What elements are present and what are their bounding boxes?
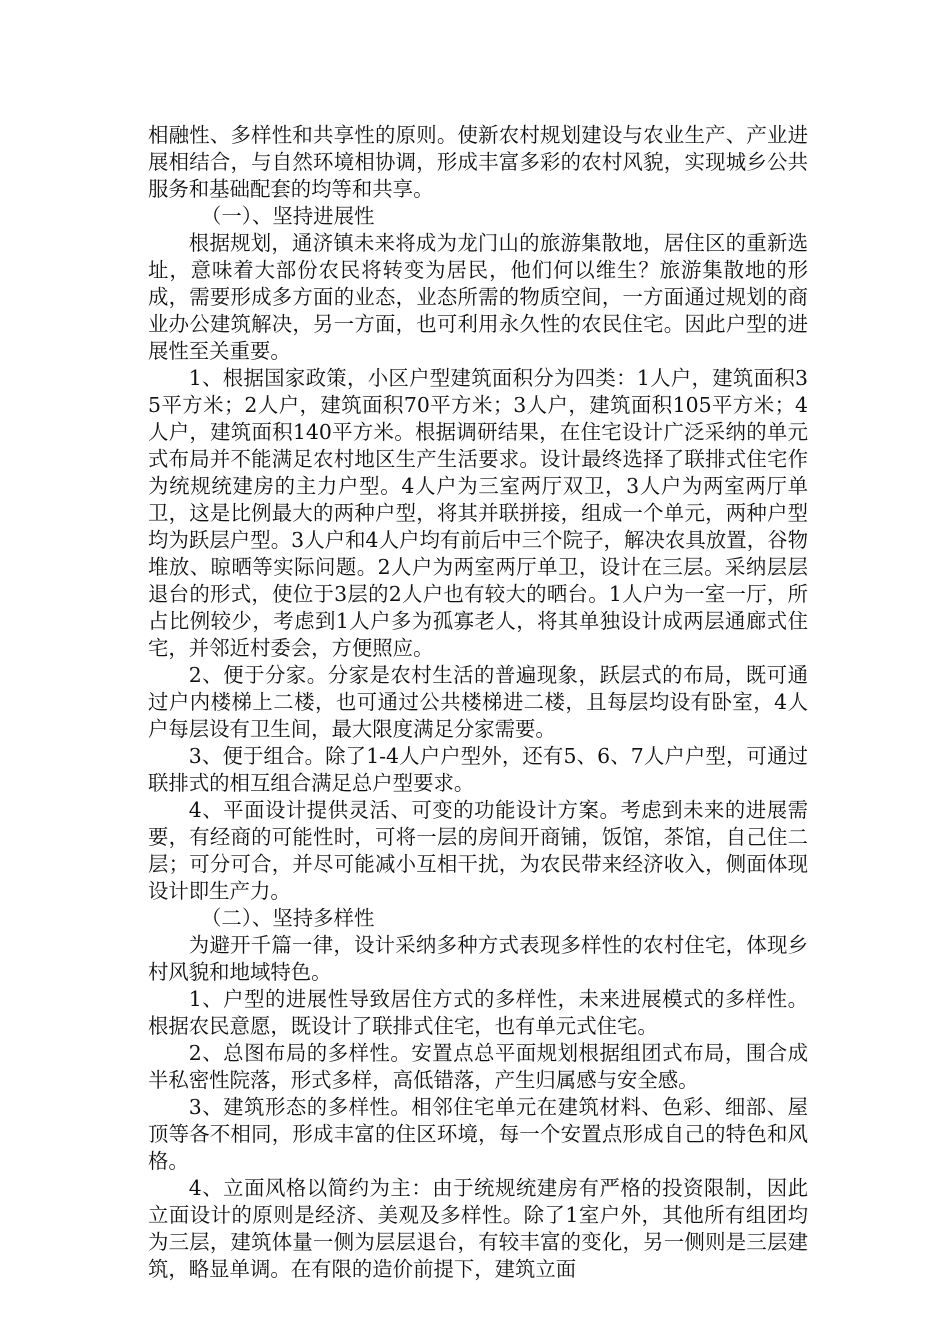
paragraph: 2、总图布局的多样性。安置点总平面规划根据组团式布局，围合成半私密性院落，形式多样，高低错落，产生归属感与安全感。 — [148, 1041, 808, 1092]
paragraph: 1、根据国家政策，小区户型建筑面积分为四类：1人户，建筑面积35平方米；2人户，建筑面积70平方米；3人户，建筑面积105平方米；4人户，建筑面积140平方米。根据调研结果，在住宅设计广泛采纳的单元式布局并不能满足农村地区生产生活要求。设计最终选择了联排式住宅作为统规统建房的主力户型。4人户为三室两厅双卫，3人户为两室两厅单卫，这是比例最大的两种户型，将其并联拼接，组成一个单元，两种户型均为跃层户型。3人户和4人户均有前后中三个院子，解决农具放置，谷物堆放、晾晒等实际问题。2人户为两室两厅单卫，设计在三层。采纳层层退台的形式，使位于3层的2人户也有较大的晒台。1人户为一室一厅，所占比例较少，考虑到1人户多为孤寡老人，将其单独设计成两层通廊式住宅，并邻近村委会，方便照应。 — [148, 366, 808, 660]
paragraph-continuation: 相融性、多样性和共享性的原则。使新农村规划建设与农业生产、产业进展相结合，与自然环境相协调，形成丰富多彩的农村风貌，实现城乡公共服务和基础配套的均等和共享。 — [148, 123, 808, 201]
body-text — [148, 122, 808, 1283]
paragraph: 根据规划，通济镇未来将成为龙门山的旅游集散地，居住区的重新选址，意味着大部份农民将转变为居民，他们何以维生？旅游集散地的形成，需要形成多方面的业态，业态所需的物质空间，一方面通过规划的商业办公建筑解决，另一方面，也可利用永久性的农民住宅。因此户型的进展性至关重要。 — [148, 231, 808, 363]
paragraph: 为避开千篇一律，设计采纳多种方式表现多样性的农村住宅，体现乡村风貌和地域特色。 — [148, 933, 808, 984]
section-heading-1: （一）、坚持进展性 — [201, 204, 375, 228]
paragraph: 1、户型的进展性导致居住方式的多样性，未来进展模式的多样性。根据农民意愿，既设计了联排式住宅，也有单元式住宅。 — [148, 987, 808, 1038]
paragraph: 4、立面风格以简约为主：由于统规统建房有严格的投资限制，因此立面设计的原则是经济、美观及多样性。除了1室户外，其他所有组团均为三层，建筑体量一侧为层层退台，有较丰富的变化，另一侧则是三层建筑，略显单调。在有限的造价前提下，建筑立面 — [148, 1176, 808, 1281]
paragraph: 4、平面设计提供灵活、可变的功能设计方案。考虑到未来的进展需要，有经商的可能性时，可将一层的房间开商铺，饭馆，茶馆，自己住二层；可分可合，并尽可能减小互相干扰，为农民带来经济收入，侧面体现设计即生产力。 — [148, 798, 808, 903]
paragraph: 3、建筑形态的多样性。相邻住宅单元在建筑材料、色彩、细部、屋顶等各不相同，形成丰富的住区环境，每一个安置点形成自己的特色和风格。 — [148, 1095, 808, 1173]
section-heading-2: （二）、坚持多样性 — [201, 906, 375, 930]
paragraph: 3、便于组合。除了1-4人户户型外，还有5、6、7人户户型，可通过联排式的相互组合满足总户型要求。 — [148, 744, 808, 795]
paragraph: 2、便于分家。分家是农村生活的普遍现象，跃层式的布局，既可通过户内楼梯上二楼，也可通过公共楼梯进二楼，且每层均设有卧室，4人户每层设有卫生间，最大限度满足分家需要。 — [148, 663, 808, 741]
